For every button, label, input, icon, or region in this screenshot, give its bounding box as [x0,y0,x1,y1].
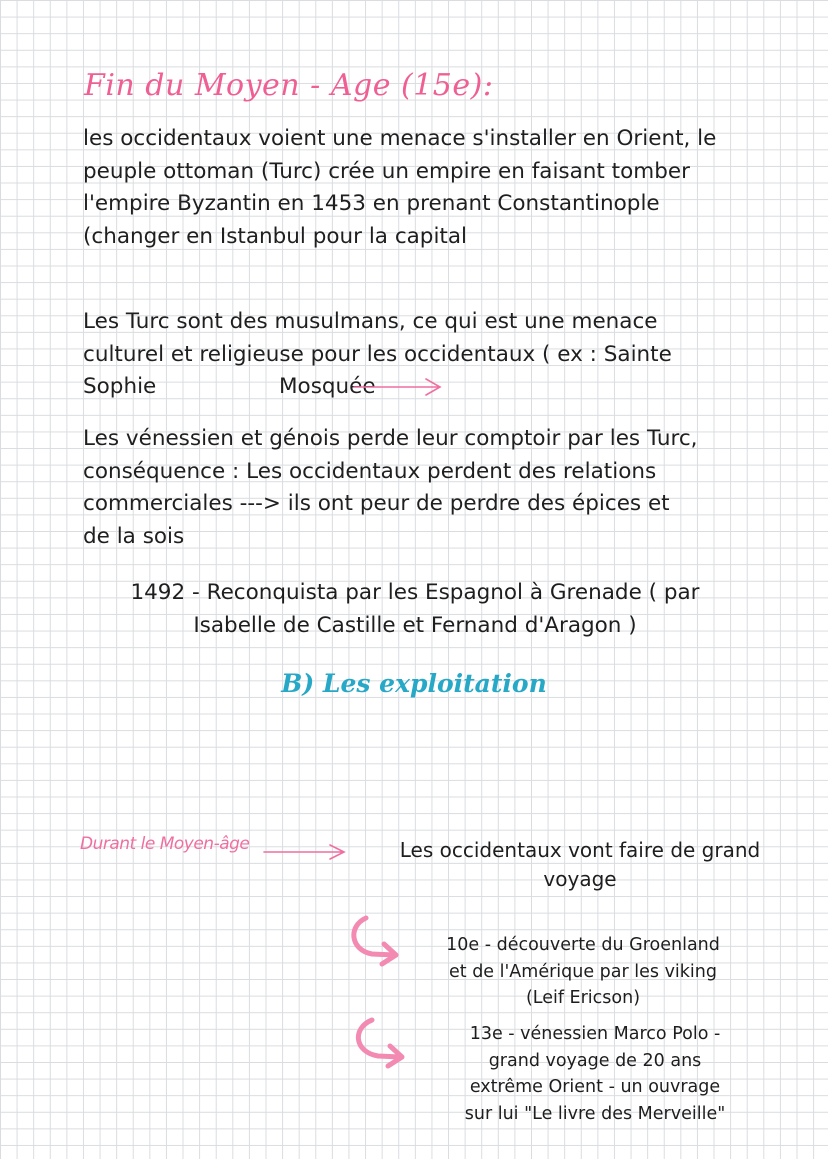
paragraph-comptoirs [83,423,763,553]
reconquista-note [80,576,750,642]
text-line: (changer en Istanbul pour la capital [83,223,468,249]
voyage-note [392,836,768,894]
paragraph-ottoman [83,123,763,253]
text-line: l'empire Byzantin en 1453 en prenant Constantinople [83,191,660,216]
text-line: grand voyage de 20 ans [488,1050,702,1071]
text-line: sur lui "Le livre des Merveille" [464,1103,726,1124]
text-line: Isabelle de Castille et Fernand d'Aragon ) [193,613,637,638]
text-line: conséquence : Les occidentaux perdent des relations [83,458,657,484]
word-sophie: Sophie [83,374,157,399]
text-line: et de l'Amérique par les viking [449,961,717,982]
section-heading: B) Les exploitation [281,669,547,698]
text-line: peuple ottoman (Turc) crée un empire en faisant tomber [83,158,690,184]
text-line: 13e - vénessien Marco Polo - [469,1024,721,1044]
text-line: commerciales ---> ils ont peur de perdre des épices et [83,491,670,516]
curved-arrow-icon [348,1016,410,1068]
arrow-mosquee-icon [352,376,444,398]
word-mosquee: Mosquée [279,374,376,399]
text-line: Les vénessien et génois perde leur comptoir par les Turc, [83,426,698,451]
text-line: 10e - découverte du Groenland [446,935,720,955]
text-line: culturel et religieuse pour les occidentaux ( ex : Sainte [83,341,672,367]
text-line: voyage [543,867,617,891]
viking-note [428,932,738,1012]
arrow-right-icon [262,842,348,862]
text-line: (Leif Ericson) [525,988,641,1008]
margin-note: Durant le Moyen-âge [80,834,250,854]
text-line: extrême Orient - un ouvrage [469,1077,721,1097]
marco-polo-note [440,1021,750,1127]
page-title: Fin du Moyen - Age (15e): [84,68,494,103]
text-line: 1492 - Reconquista par les Espagnol à Grenade ( par [130,580,700,605]
text-line: Les occidentaux vont faire de grand [399,838,761,862]
text-line: les occidentaux voient une menace s'installer en Orient, le [83,126,717,151]
curved-arrow-icon [344,914,404,966]
text-line: Les Turc sont des musulmans, ce qui est une menace [83,309,658,334]
text-line: de la sois [83,523,185,549]
